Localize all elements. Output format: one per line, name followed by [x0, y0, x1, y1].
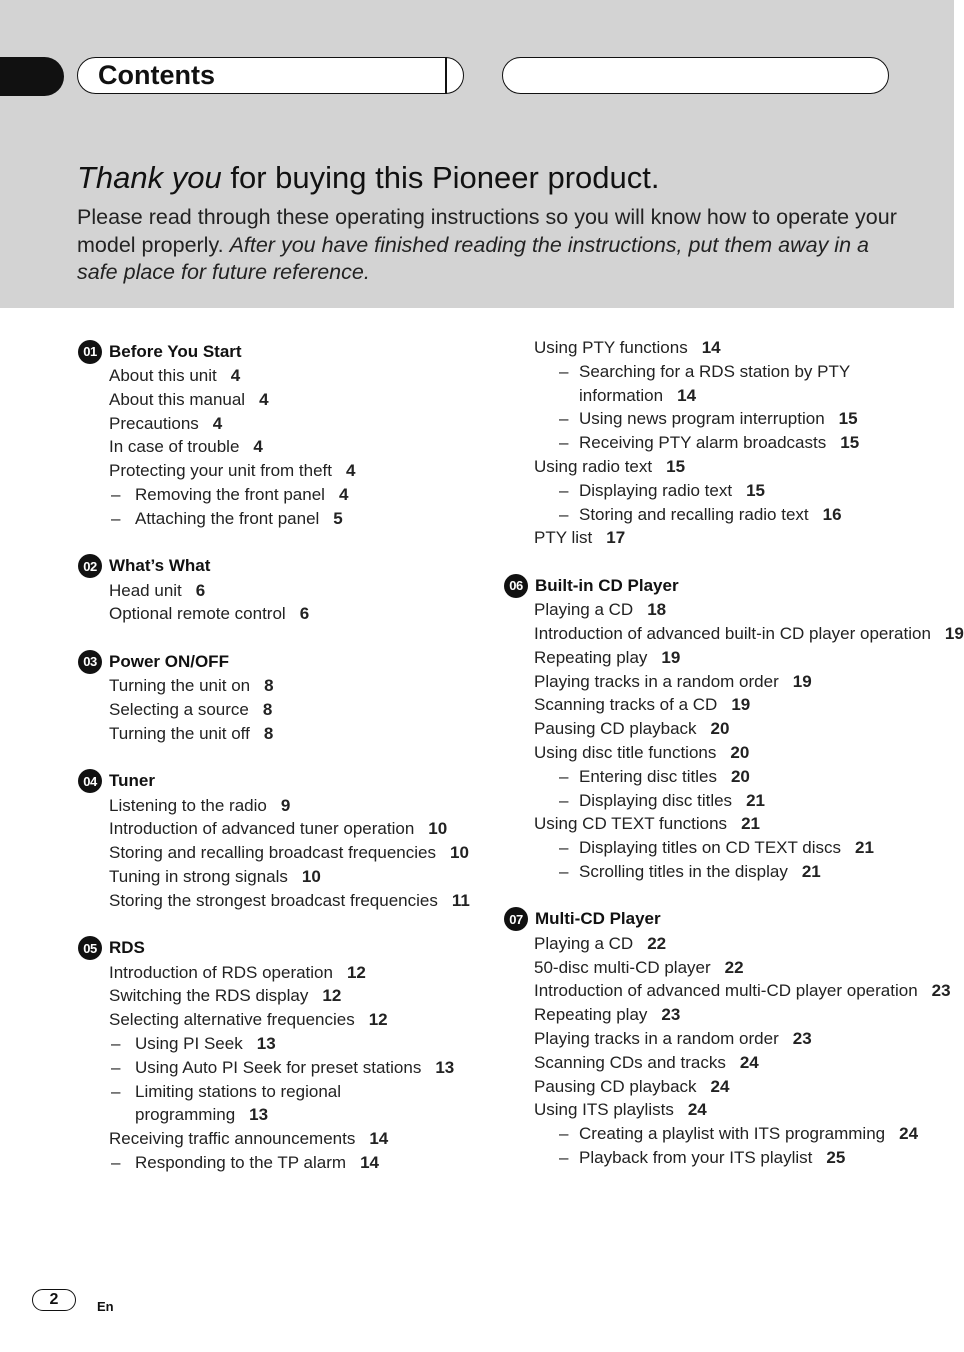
- toc-entry[interactable]: [504, 1098, 924, 1122]
- toc-dash: –: [559, 361, 569, 381]
- toc-page-number: 15: [746, 480, 765, 500]
- toc-entry[interactable]: [78, 1008, 478, 1032]
- toc-entry[interactable]: [504, 336, 924, 360]
- toc-entry[interactable]: [504, 1146, 924, 1170]
- toc-page-number: 20: [710, 719, 730, 739]
- toc-entry-text: Searching for a RDS station by PTY information: [579, 361, 850, 405]
- toc-entry-text: Pausing CD playback: [534, 719, 697, 739]
- toc-page-number: 24: [687, 1100, 707, 1120]
- toc-right-column: [504, 336, 964, 1194]
- toc-entry[interactable]: [504, 1003, 924, 1027]
- toc-page-number: 21: [801, 861, 821, 881]
- toc-dash: –: [111, 1081, 121, 1101]
- toc-entry-text: Scanning tracks of a CD: [534, 695, 718, 715]
- toc-entry-text: Removing the front panel: [135, 484, 325, 504]
- toc-dash: –: [111, 1033, 121, 1053]
- toc-entry[interactable]: [78, 1080, 478, 1128]
- toc-entry[interactable]: [504, 836, 924, 860]
- toc-entry[interactable]: [504, 1075, 924, 1099]
- toc-page-number: 12: [346, 962, 366, 982]
- toc-entry[interactable]: [78, 1056, 478, 1080]
- toc-entry[interactable]: [78, 579, 478, 603]
- toc-section-header[interactable]: [78, 555, 478, 578]
- toc-entry-text: Using PTY functions: [534, 338, 688, 357]
- toc-page-number: 16: [822, 504, 842, 524]
- toc-entry[interactable]: [78, 388, 478, 412]
- language-code: En: [97, 1299, 114, 1314]
- toc-page-number: 19: [661, 647, 681, 667]
- toc-entry-text: Playing a CD: [534, 933, 634, 953]
- toc-entry-text: About this manual: [109, 389, 246, 409]
- toc-entry-text: Storing the strongest broadcast frequencies: [109, 890, 438, 910]
- toc-entry-text: Selecting a source: [109, 699, 249, 719]
- toc-entry[interactable]: [78, 1127, 478, 1151]
- toc-entry-text: Storing and recalling radio text: [579, 504, 809, 524]
- toc-entry-text: Repeating play: [534, 647, 648, 667]
- toc-dash: –: [559, 480, 569, 500]
- toc-entry-text: Precautions: [109, 413, 199, 433]
- toc-entry-text: Listening to the radio: [109, 795, 267, 815]
- toc-entry[interactable]: [78, 1151, 478, 1175]
- toc-page-number: 18: [647, 600, 667, 620]
- toc-section: [504, 908, 951, 1170]
- toc-entry[interactable]: [78, 984, 478, 1008]
- toc-section-header[interactable]: [504, 574, 924, 597]
- section-number-badge: 04: [78, 769, 102, 793]
- toc-page-number: 6: [299, 604, 310, 624]
- toc-dash: –: [559, 790, 569, 810]
- toc-entry[interactable]: [78, 961, 478, 985]
- toc-page-number: 24: [739, 1052, 759, 1072]
- toc-entry-text: Using disc title functions: [534, 742, 717, 762]
- toc-page-number: 15: [838, 409, 858, 429]
- headline-emphasis: Thank you: [77, 160, 222, 195]
- toc-page-number: 4: [346, 461, 356, 481]
- title-box-divider: [445, 57, 447, 94]
- toc-page-number: 14: [701, 338, 721, 357]
- toc-entry[interactable]: [504, 670, 924, 694]
- toc-entry[interactable]: [78, 435, 478, 459]
- toc-entry[interactable]: [504, 526, 924, 550]
- section-title: Before You Start: [109, 341, 242, 361]
- toc-entry[interactable]: [504, 693, 924, 717]
- toc-page-number: 15: [840, 433, 860, 453]
- toc-entry-text: Receiving traffic announcements: [109, 1129, 356, 1149]
- toc-entry-text: Turning the unit off: [109, 723, 250, 743]
- toc-section: [78, 770, 478, 913]
- toc-page-number: 13: [435, 1057, 455, 1077]
- toc-page-number: 20: [730, 742, 750, 762]
- toc-entry[interactable]: [78, 841, 478, 865]
- toc-section: [78, 937, 478, 1175]
- toc-entry-text: Using CD TEXT functions: [534, 814, 728, 834]
- intro-text: Please read through these operating instructions so you will know how to operate your model properly.: [77, 205, 897, 257]
- toc-entry[interactable]: [504, 956, 924, 980]
- toc-entry-text: Using ITS playlists: [534, 1100, 674, 1120]
- empty-title-box: [502, 57, 889, 94]
- toc-entry-text: Playing a CD: [534, 600, 634, 620]
- toc-page-number: 23: [661, 1005, 681, 1025]
- toc-section-header[interactable]: [78, 340, 478, 363]
- section-title: Power ON/OFF: [109, 651, 229, 671]
- toc-entry-text: Playing tracks in a random order: [534, 671, 779, 691]
- contents-title: Contents: [98, 60, 215, 90]
- toc-page-number: 24: [710, 1076, 730, 1096]
- intro-paragraph: [77, 204, 897, 287]
- toc-section-header[interactable]: [78, 650, 478, 673]
- toc-entry[interactable]: [78, 698, 478, 722]
- toc-entry-text: Playback from your ITS playlist: [579, 1147, 813, 1167]
- toc-entry[interactable]: [78, 602, 478, 626]
- toc-page-number: 14: [369, 1129, 389, 1149]
- toc-page-number: 22: [724, 957, 744, 977]
- toc-page-number: 4: [230, 366, 241, 385]
- toc-page-number: 24: [899, 1124, 919, 1144]
- toc-entry-text: Introduction of RDS operation: [109, 962, 333, 982]
- toc-entry-text: Selecting alternative frequencies: [109, 1010, 355, 1030]
- toc-entry-text: Responding to the TP alarm: [135, 1152, 347, 1172]
- toc-entry-text: Introduction of advanced multi-CD player operation: [534, 981, 918, 1001]
- toc-entry-text: Turning the unit on: [109, 676, 251, 696]
- toc-entry[interactable]: [504, 860, 924, 884]
- toc-entry[interactable]: [78, 459, 478, 483]
- toc-entry-text: Using PI Seek: [135, 1033, 243, 1053]
- toc-page-number: 10: [428, 819, 448, 839]
- intro-italic-text: After you have finished reading the instructions, put them away in a safe place for future reference.: [77, 232, 869, 284]
- toc-page-number: 5: [333, 508, 343, 528]
- section-number-badge: 06: [504, 574, 528, 598]
- toc-page-number: 21: [741, 814, 760, 834]
- toc-section: [78, 555, 478, 627]
- toc-page-number: 4: [259, 389, 269, 409]
- section-number-badge: 05: [78, 936, 102, 960]
- toc-entry-text: Head unit: [109, 580, 182, 600]
- toc-page-number: 19: [792, 671, 812, 691]
- toc-entry-text: Switching the RDS display: [109, 986, 309, 1006]
- toc-page-number: 23: [931, 981, 951, 1001]
- toc-entry[interactable]: [78, 1032, 478, 1056]
- headline-text: for buying this Pioneer product.: [221, 160, 660, 195]
- toc-page-number: 25: [826, 1147, 846, 1167]
- toc-page-number: 21: [855, 838, 874, 858]
- toc-page-number: 21: [746, 790, 765, 810]
- toc-entry[interactable]: [78, 794, 478, 818]
- toc-page-number: 23: [792, 1028, 812, 1048]
- toc-entry[interactable]: [504, 717, 924, 741]
- toc-page-number: 8: [263, 723, 274, 743]
- toc-dash: –: [111, 1057, 121, 1077]
- toc-entry-text: Introduction of advanced built-in CD player operation: [534, 623, 931, 643]
- toc-page-number: 20: [730, 766, 750, 786]
- toc-entry[interactable]: [504, 1027, 924, 1051]
- toc-page-number: 6: [195, 580, 206, 600]
- toc-entry[interactable]: [504, 741, 924, 765]
- toc-entry[interactable]: [504, 431, 924, 455]
- toc-entry[interactable]: [504, 598, 924, 622]
- section-title: Multi-CD Player: [535, 909, 661, 929]
- toc-entry-text: PTY list: [534, 528, 593, 548]
- toc-entry-text: Tuning in strong signals: [109, 866, 288, 886]
- toc-entry[interactable]: [504, 479, 924, 503]
- headline: [77, 158, 659, 198]
- section-number-badge: 01: [78, 340, 102, 364]
- toc-entry-text: Using radio text: [534, 456, 653, 476]
- toc-entry-text: Receiving PTY alarm broadcasts: [579, 433, 827, 453]
- toc-page-number: 19: [731, 695, 751, 715]
- section-number-badge: 07: [504, 907, 528, 931]
- toc-entry[interactable]: [78, 722, 478, 746]
- section-title: Built-in CD Player: [535, 575, 679, 595]
- toc-entry[interactable]: [78, 865, 478, 889]
- toc-entry[interactable]: [78, 412, 478, 436]
- toc-dash: –: [559, 766, 569, 786]
- toc-dash: –: [559, 433, 569, 453]
- toc-entry[interactable]: [78, 674, 478, 698]
- toc-page-number: 8: [262, 699, 273, 719]
- toc-section-header[interactable]: [504, 908, 924, 931]
- toc-page-number: 11: [451, 890, 470, 910]
- toc-dash: –: [559, 838, 569, 858]
- toc-dash: –: [559, 1147, 569, 1167]
- toc-section-header[interactable]: [78, 770, 478, 793]
- toc-page-number: 4: [212, 413, 223, 433]
- toc-entry-text: Protecting your unit from theft: [109, 461, 332, 481]
- section-title: Tuner: [109, 771, 155, 791]
- toc-page-number: 14: [360, 1152, 379, 1172]
- toc-dash: –: [559, 861, 569, 881]
- toc-entry-text: Optional remote control: [109, 604, 286, 624]
- toc-entry[interactable]: [504, 1051, 924, 1075]
- toc-entry[interactable]: [78, 364, 478, 388]
- section-number-badge: 03: [78, 650, 102, 674]
- toc-entry-text: Scanning CDs and tracks: [534, 1052, 726, 1072]
- toc-entry-text: Attaching the front panel: [135, 508, 320, 528]
- toc-entry-text: Using Auto PI Seek for preset stations: [135, 1057, 422, 1077]
- toc-entry-text: Displaying radio text: [579, 480, 733, 500]
- toc-entry[interactable]: [504, 360, 924, 408]
- toc-dash: –: [559, 1124, 569, 1144]
- toc-entry[interactable]: [504, 407, 924, 431]
- toc-page-number: 4: [338, 484, 349, 504]
- toc-entry-text: Storing and recalling broadcast frequencies: [109, 843, 436, 863]
- page-number-badge: 2: [32, 1289, 76, 1311]
- toc-page-number: 17: [606, 528, 626, 548]
- section-number-badge: 02: [78, 554, 102, 578]
- toc-entry-text: Using news program interruption: [579, 409, 825, 429]
- toc-section: [78, 650, 478, 745]
- toc-entry-text: Displaying titles on CD TEXT discs: [579, 838, 842, 858]
- toc-entry[interactable]: [504, 932, 924, 956]
- toc-page-number: 22: [647, 933, 667, 953]
- toc-page-number: 12: [322, 986, 342, 1006]
- toc-entry-text: Limiting stations to regional programming: [135, 1081, 342, 1125]
- toc-page-number: 15: [666, 456, 686, 476]
- toc-entry-text: Entering disc titles: [579, 766, 717, 786]
- toc-page-number: 13: [249, 1105, 269, 1125]
- toc-entry[interactable]: [504, 1122, 924, 1146]
- section-title: What’s What: [109, 556, 211, 576]
- toc-entry-text: In case of trouble: [109, 437, 240, 457]
- toc-entry-text: Playing tracks in a random order: [534, 1028, 779, 1048]
- toc-left-column: [78, 340, 478, 1199]
- toc-entry-text: 50-disc multi-CD player: [534, 957, 711, 977]
- toc-page-number: 10: [301, 866, 321, 886]
- toc-entry[interactable]: [78, 889, 478, 913]
- toc-entry-text: Introduction of advanced tuner operation: [109, 819, 415, 839]
- section-tab-marker: [0, 57, 64, 96]
- toc-page-number: 10: [449, 843, 469, 863]
- toc-entry[interactable]: [504, 812, 924, 836]
- toc-dash: –: [559, 504, 569, 524]
- toc-page-number: 13: [256, 1033, 276, 1053]
- toc-page-number: 14: [677, 385, 697, 405]
- toc-entry[interactable]: [504, 646, 924, 670]
- toc-dash: –: [559, 409, 569, 429]
- toc-continuation: [504, 336, 924, 550]
- toc-entry-text: Repeating play: [534, 1005, 648, 1025]
- toc-page-number: 8: [264, 676, 274, 696]
- toc-entry[interactable]: [504, 622, 964, 646]
- toc-page-number: 9: [280, 795, 291, 815]
- toc-section: [504, 574, 964, 884]
- toc-entry[interactable]: [504, 765, 924, 789]
- toc-section-header[interactable]: [78, 937, 478, 960]
- toc-page-number: 4: [253, 437, 263, 457]
- toc-section: [78, 340, 478, 531]
- toc-entry-text: Creating a playlist with ITS programming: [579, 1124, 886, 1144]
- toc-entry-text: Pausing CD playback: [534, 1076, 697, 1096]
- toc-page-number: 19: [944, 623, 964, 643]
- toc-entry-text: Scrolling titles in the display: [579, 861, 788, 881]
- toc-page-number: 12: [368, 1010, 388, 1030]
- toc-entry[interactable]: [504, 789, 924, 813]
- contents-title-box: [77, 57, 464, 94]
- section-title: RDS: [109, 938, 145, 958]
- toc-entry[interactable]: [504, 503, 924, 527]
- toc-entry[interactable]: [78, 483, 478, 507]
- toc-entry[interactable]: [504, 455, 924, 479]
- toc-dash: –: [111, 508, 121, 528]
- toc-dash: –: [111, 1152, 121, 1172]
- toc-entry[interactable]: [504, 979, 951, 1003]
- toc-entry[interactable]: [78, 507, 478, 531]
- toc-entry-text: About this unit: [109, 366, 217, 385]
- toc-entry-text: Displaying disc titles: [579, 790, 733, 810]
- toc-entry[interactable]: [78, 817, 478, 841]
- toc-dash: –: [111, 484, 121, 504]
